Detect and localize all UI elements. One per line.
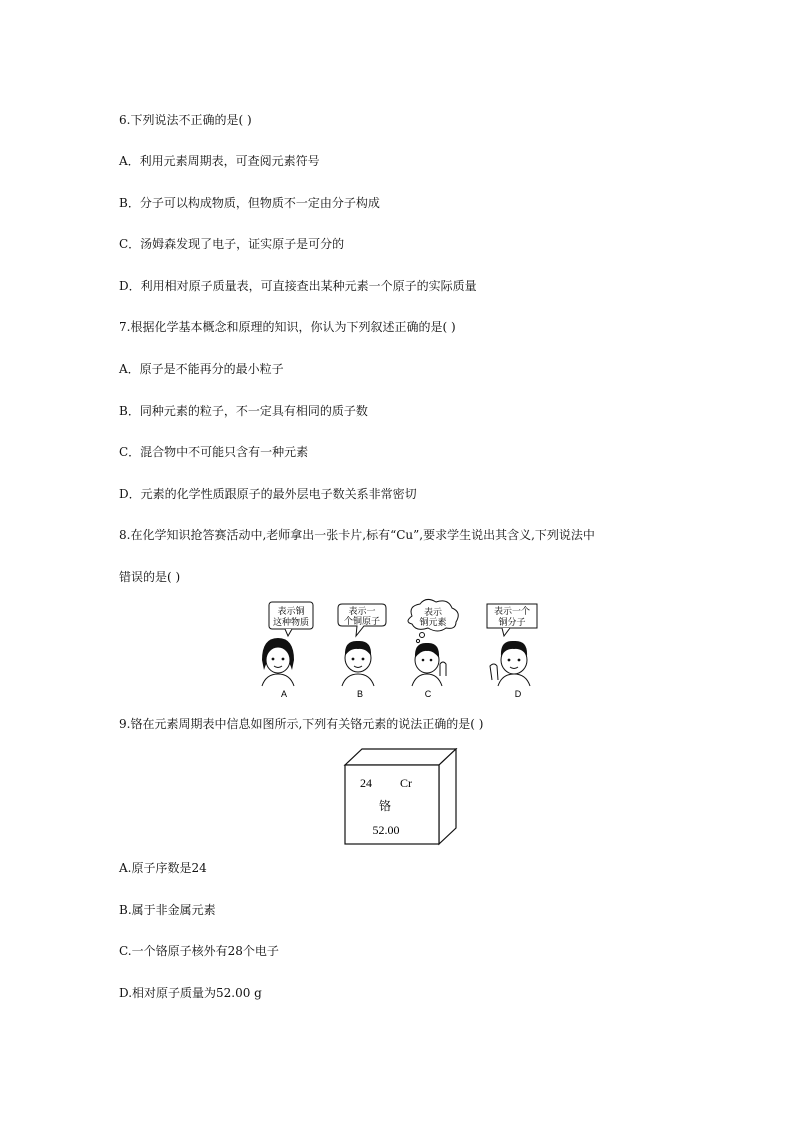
boy-d-body-icon: [498, 674, 530, 686]
waving-hand-icon: [490, 664, 498, 680]
cube-side-face: [439, 749, 456, 844]
q9-option-a: A.原子序数是24: [119, 861, 207, 875]
student-a-label: A: [280, 689, 288, 699]
student-b: [338, 604, 386, 699]
element-cell-cube: [342, 748, 460, 848]
element-symbol: Cr: [400, 776, 412, 790]
student-d: [487, 604, 537, 699]
bubble-b-line1: 表示一: [348, 606, 376, 616]
bubble-a-line2: 这种物质: [272, 617, 310, 627]
q8-stem-line1: 8.在化学知识抢答赛活动中,老师拿出一张卡片,标有“Cu”,要求学生说出其含义,下列说法中: [119, 528, 595, 542]
girl-c-body-icon: [412, 674, 442, 686]
bubble-b-line2: 个铜原子: [343, 616, 381, 626]
q7-stem: 7.根据化学基本概念和原理的知识，你认为下列叙述正确的是( ): [119, 320, 456, 334]
q6-option-b: B．分子可以构成物质，但物质不一定由分子构成: [119, 196, 380, 210]
boy-body-icon: [342, 674, 374, 686]
element-name: 铬: [378, 799, 392, 813]
q9-stem: 9.铬在元素周期表中信息如图所示,下列有关铬元素的说法正确的是( ): [119, 717, 484, 731]
q7-option-b: B．同种元素的粒子，不一定具有相同的质子数: [119, 404, 368, 418]
cube-top-face: [345, 749, 456, 765]
element-atomic-number: 24: [360, 776, 372, 790]
girl-face-icon: [266, 647, 290, 673]
q6-option-a: A．利用元素周期表，可查阅元素符号: [119, 154, 320, 168]
q9-option-d: D.相对原子质量为52.00 g: [119, 986, 262, 1000]
student-b-label: B: [356, 689, 364, 699]
bubble-c-line2: 铜元素: [419, 617, 447, 627]
student-c: [408, 599, 458, 699]
student-d-label: D: [514, 689, 522, 699]
q6-stem: 6.下列说法不正确的是( ): [119, 113, 252, 127]
bubble-c-line1: 表示: [423, 607, 443, 617]
bubble-a-line1: 表示铜: [277, 606, 305, 616]
q8-stem-line2: 错误的是( ): [119, 570, 181, 584]
students-illustration: [240, 596, 540, 702]
q7-option-c: C．混合物中不可能只含有一种元素: [119, 445, 309, 459]
student-c-label: C: [424, 689, 432, 699]
q7-option-d: D．元素的化学性质跟原子的最外层电子数关系非常密切: [119, 487, 417, 501]
bubble-d-line2: 铜分子: [498, 617, 526, 627]
raised-hand-icon: [440, 662, 446, 676]
q9-option-c: C.一个铬原子核外有28个电子: [119, 944, 279, 958]
student-a: [262, 602, 313, 699]
q6-option-c: C．汤姆森发现了电子，证实原子是可分的: [119, 237, 345, 251]
bubble-d-line1: 表示一个: [493, 606, 531, 616]
element-atomic-mass: 52.00: [372, 823, 400, 837]
girl-body-icon: [262, 674, 294, 686]
q6-option-d: D．利用相对原子质量表，可直接查出某种元素一个原子的实际质量: [119, 279, 477, 293]
q9-option-b: B.属于非金属元素: [119, 903, 216, 917]
q7-option-a: A．原子是不能再分的最小粒子: [119, 362, 284, 376]
